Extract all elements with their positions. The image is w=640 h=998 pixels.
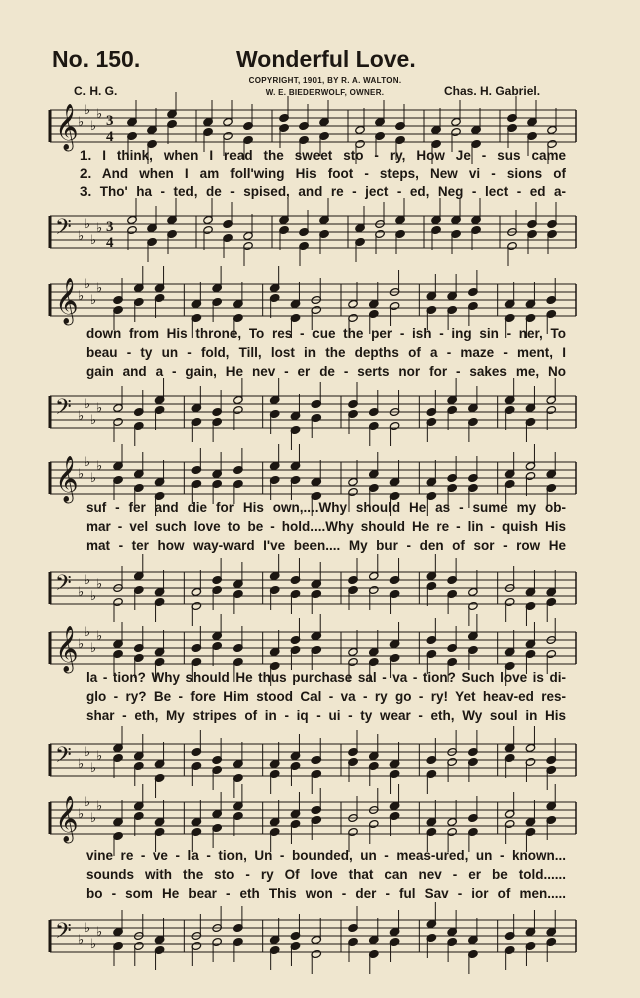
bass-clef-icon: 𝄢 [55, 395, 72, 425]
flat-sign-icon: ♭ [84, 277, 91, 292]
treble-clef-icon: 𝄞 [55, 104, 79, 150]
flat-sign-icon: ♭ [90, 413, 97, 428]
lyric-line: beau - ty un - fold, Till, lost in the depths of a - maze - ment, I [86, 345, 566, 360]
flat-sign-icon: ♭ [96, 107, 103, 122]
bass-clef-icon: 𝄢 [55, 215, 72, 245]
bass-clef-icon: 𝄢 [55, 571, 72, 601]
flat-sign-icon: ♭ [78, 933, 85, 948]
owner-line: W. E. BIEDERWOLF, OWNER. [265, 88, 385, 97]
treble-clef-icon: 𝄞 [55, 796, 79, 842]
bass-staff-5 [0, 914, 640, 958]
time-signature-icon: 3 [106, 219, 114, 235]
lyric-line: mat - ter how way-ward I've been.... My bur - den of sor - row He [86, 538, 566, 553]
flat-sign-icon: ♭ [90, 937, 97, 952]
lyric-line: glo - ry? Be - fore Him stood Cal - va - ry go - ry! Yet heav-ed res- [86, 689, 566, 704]
flat-sign-icon: ♭ [96, 629, 103, 644]
flat-sign-icon: ♭ [84, 217, 91, 232]
hymn-number: No. 150. [52, 46, 141, 72]
flat-sign-icon: ♭ [84, 397, 91, 412]
lyricist-credit: C. H. G. [74, 84, 118, 98]
lyric-line: 2. And when I am foll'wing His foot - steps, New vi - sions of [80, 166, 566, 181]
flat-sign-icon: ♭ [78, 289, 85, 304]
flat-sign-icon: ♭ [90, 761, 97, 776]
lyric-line: 3. Tho' ha - ted, de - spised, and re - ject - ed, Neg - lect - ed a- [80, 184, 566, 199]
bass-staff-4 [0, 738, 640, 782]
treble-staff-5 [0, 796, 640, 840]
hymn-title: Wonderful Love. [236, 46, 416, 72]
flat-sign-icon: ♭ [84, 625, 91, 640]
flat-sign-icon: ♭ [90, 119, 97, 134]
flat-sign-icon: ♭ [78, 467, 85, 482]
flat-sign-icon: ♭ [84, 573, 91, 588]
flat-sign-icon: ♭ [78, 229, 85, 244]
bass-staff-2 [0, 390, 640, 434]
flat-sign-icon: ♭ [90, 233, 97, 248]
flat-sign-icon: ♭ [84, 103, 91, 118]
flat-sign-icon: ♭ [96, 577, 103, 592]
lyric-line: shar - eth, My stripes of in - iq - ui - ty wear - eth, Wy soul in His [86, 708, 566, 723]
flat-sign-icon: ♭ [78, 807, 85, 822]
flat-sign-icon: ♭ [78, 637, 85, 652]
time-signature-icon: 3 [106, 113, 114, 129]
composer-credit: Chas. H. Gabriel. [444, 84, 541, 98]
flat-sign-icon: ♭ [90, 471, 97, 486]
flat-sign-icon: ♭ [78, 757, 85, 772]
flat-sign-icon: ♭ [90, 641, 97, 656]
lyric-line: mar - vel such love to be - hold....Why should He re - lin - quish His [86, 519, 566, 534]
bass-staff-1 [0, 210, 640, 254]
flat-sign-icon: ♭ [84, 795, 91, 810]
lyric-line: down from His throne, To res - cue the per - ish - ing sin - ner, To [86, 326, 566, 341]
lyric-line: gain and a - gain, He nev - er de - serts nor for - sakes me, No [86, 364, 566, 379]
lyric-line: vine re - ve - la - tion, Un - bounded, un - meas-ured, un - known... [86, 848, 566, 863]
lyric-line: la - tion? Why should He thus purchase sal - va - tion? Such love is di- [86, 670, 566, 685]
flat-sign-icon: ♭ [96, 749, 103, 764]
lyric-line: suf - fer and die for His own,....Why should He as - sume my ob- [86, 500, 566, 515]
bass-clef-icon: 𝄢 [55, 743, 72, 773]
flat-sign-icon: ♭ [90, 811, 97, 826]
treble-clef-icon: 𝄞 [55, 278, 79, 324]
flat-sign-icon: ♭ [78, 585, 85, 600]
treble-staff-2 [0, 278, 640, 322]
flat-sign-icon: ♭ [96, 281, 103, 296]
flat-sign-icon: ♭ [90, 589, 97, 604]
time-signature-icon: 4 [106, 235, 114, 251]
treble-clef-icon: 𝄞 [55, 456, 79, 502]
copyright-line: COPYRIGHT, 1901, BY R. A. WALTON. [248, 76, 402, 85]
bass-clef-icon: 𝄢 [55, 919, 72, 949]
flat-sign-icon: ♭ [96, 799, 103, 814]
lyric-line: sounds with the sto - ry Of love that can nev - er be told...... [86, 867, 566, 882]
flat-sign-icon: ♭ [96, 459, 103, 474]
flat-sign-icon: ♭ [84, 745, 91, 760]
flat-sign-icon: ♭ [78, 409, 85, 424]
flat-sign-icon: ♭ [96, 925, 103, 940]
lyric-line: 1. I think, when I read the sweet sto - ry, How Je - sus came [80, 148, 566, 163]
flat-sign-icon: ♭ [96, 401, 103, 416]
bass-staff-3 [0, 566, 640, 610]
treble-staff-3 [0, 456, 640, 500]
flat-sign-icon: ♭ [90, 293, 97, 308]
flat-sign-icon: ♭ [96, 221, 103, 236]
treble-staff-4 [0, 626, 640, 670]
flat-sign-icon: ♭ [84, 455, 91, 470]
flat-sign-icon: ♭ [78, 115, 85, 130]
time-signature-icon: 4 [106, 129, 114, 145]
treble-staff-1 [0, 104, 640, 148]
treble-clef-icon: 𝄞 [55, 626, 79, 672]
flat-sign-icon: ♭ [84, 921, 91, 936]
lyric-line: bo - som He bear - eth This won - der - ful Sav - ior of men..... [86, 886, 566, 901]
